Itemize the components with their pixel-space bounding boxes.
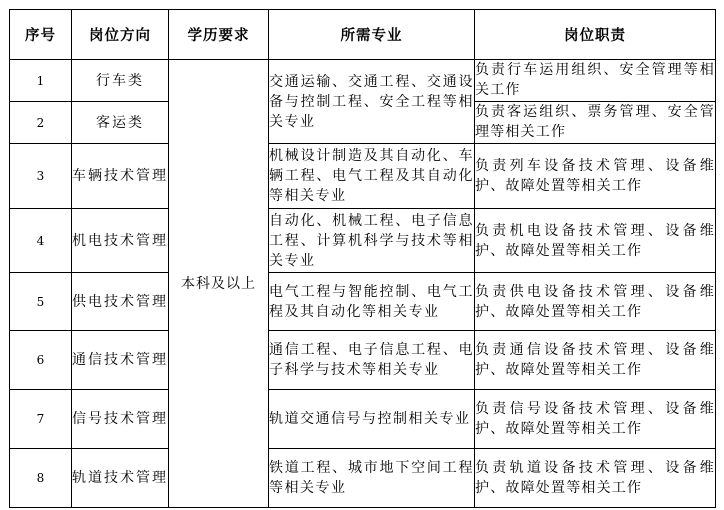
row-duty: 负责供电设备技术管理、设备维护、故障处置等相关工作 [475, 273, 716, 331]
row-duty: 负责轨道设备技术管理、设备维护、故障处置等相关工作 [475, 449, 716, 508]
row-no: 4 [10, 209, 72, 273]
row-direction: 通信技术管理 [72, 331, 169, 390]
row-direction: 轨道技术管理 [72, 449, 169, 508]
row-major: 交通运输、交通工程、交通设备与控制工程、安全工程等相关专业 [269, 60, 475, 144]
job-positions-table [9, 9, 716, 508]
table-row [10, 331, 716, 390]
row-direction: 供电技术管理 [72, 273, 169, 331]
row-direction: 行车类 [72, 60, 169, 102]
table-row [10, 144, 716, 209]
row-duty: 负责行车运用组织、安全管理等相关工作 [475, 60, 716, 102]
row-major: 通信工程、电子信息工程、电子科学与技术等相关专业 [269, 331, 475, 390]
table-row [10, 449, 716, 508]
header-degree: 学历要求 [169, 10, 269, 60]
row-major: 电气工程与智能控制、电气工程及其自动化等相关专业 [269, 273, 475, 331]
row-no: 1 [10, 60, 72, 102]
row-direction: 信号技术管理 [72, 390, 169, 449]
table-row [10, 209, 716, 273]
row-major: 铁道工程、城市地下空间工程等相关专业 [269, 449, 475, 508]
degree-requirement: 本科及以上 [169, 60, 269, 508]
table-row [10, 273, 716, 331]
row-direction: 车辆技术管理 [72, 144, 169, 209]
row-duty: 负责通信设备技术管理、设备维护、故障处置等相关工作 [475, 331, 716, 390]
row-major: 自动化、机械工程、电子信息工程、计算机科学与技术等相关专业 [269, 209, 475, 273]
row-no: 6 [10, 331, 72, 390]
row-no: 3 [10, 144, 72, 209]
header-duty: 岗位职责 [475, 10, 716, 60]
row-duty: 负责信号设备技术管理、设备维护、故障处置等相关工作 [475, 390, 716, 449]
table-row [10, 390, 716, 449]
row-no: 5 [10, 273, 72, 331]
header-row [10, 10, 716, 60]
header-major: 所需专业 [269, 10, 475, 60]
header-no: 序号 [10, 10, 72, 60]
row-duty: 负责列车设备技术管理、设备维护、故障处置等相关工作 [475, 144, 716, 209]
header-direction: 岗位方向 [72, 10, 169, 60]
row-duty: 负责客运组织、票务管理、安全管理等相关工作 [475, 102, 716, 144]
row-major: 轨道交通信号与控制相关专业 [269, 390, 475, 449]
row-no: 7 [10, 390, 72, 449]
table-row [10, 60, 716, 102]
row-no: 2 [10, 102, 72, 144]
row-no: 8 [10, 449, 72, 508]
row-major: 机械设计制造及其自动化、车辆工程、电气工程及其自动化等相关专业 [269, 144, 475, 209]
row-direction: 客运类 [72, 102, 169, 144]
row-duty: 负责机电设备技术管理、设备维护、故障处置等相关工作 [475, 209, 716, 273]
row-direction: 机电技术管理 [72, 209, 169, 273]
